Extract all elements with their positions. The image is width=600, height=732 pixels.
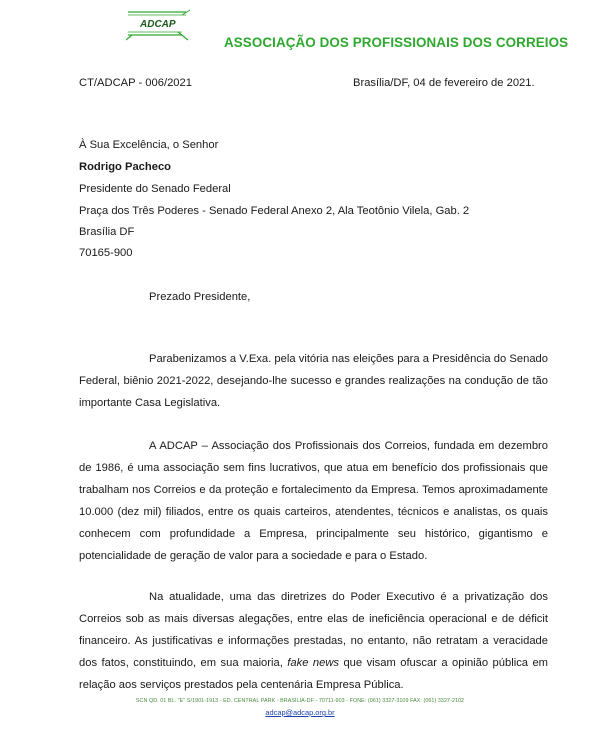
adcap-logo-mark-icon [126, 8, 190, 42]
footer-address: SCN QD. 01 BL. "E" S/1901-1913 - ED. CENTRAL PARK - BRASÍLIA-DF - 70711-903 - FONE: (061) 3327-3109 FAX: (061) 3327-2102 [135, 698, 465, 704]
logo-text: ADCAP [140, 19, 176, 30]
recipient-city: Brasília DF [79, 226, 135, 238]
recipient-address: Praça dos Três Poderes - Senado Federal Anexo 2, Ala Teotônio Vilela, Gab. 2 [79, 205, 470, 217]
footer-email-link[interactable]: adcap@adcap.org.br [265, 708, 335, 717]
greeting: Prezado Presidente, [149, 291, 251, 303]
fake-news-term: fake news [287, 657, 339, 669]
paragraph-privatization [79, 586, 548, 696]
letter-place-date: Brasília/DF, 04 de fevereiro de 2021. [353, 77, 535, 89]
recipient-title: Presidente do Senado Federal [79, 183, 231, 195]
paragraph-about-adcap [79, 435, 548, 567]
paragraph-privatization-text: Na atualidade, uma das diretrizes do Poder Executivo é a privatização dos Correios sob as mais diversas alegações, entre elas de ineficiência operacional e de déficit financeiro. As justificativas e informações prestadas, no entanto, não retratam a veracidade dos fatos, constituindo, em sua maioria, [79, 591, 548, 669]
paragraph-congratulations-text: Parabenizamos a V.Exa. pela vitória nas eleições para a Presidência do Senado Federal, biênio 2021-2022, desejando-lhe sucesso e grandes realizações na condução de tão importante Casa Legislativa. [79, 353, 548, 409]
paragraph-privatization-text-end: que visam ofuscar a opinião pública em relação aos serviços prestados pela centenária Empresa Pública. [79, 657, 549, 691]
adcap-logo [126, 8, 190, 42]
recipient-name: Rodrigo Pacheco [79, 161, 172, 173]
letter-reference: CT/ADCAP - 006/2021 [79, 77, 192, 89]
organization-title: ASSOCIAÇÃO DOS PROFISSIONAIS DOS CORREIOS [224, 35, 569, 50]
paragraph-about-adcap-text: A ADCAP – Associação dos Profissionais dos Correios, fundada em dezembro de 1986, é uma associação sem fins lucrativos, que atua em benefício dos profissionais que trabalham nos Correios e da proteção e fortalecimento da Empresa. Temos aproximadamente 10.000 (dez mil) filiados, entre os quais carteiros, atendentes, técnicos e analistas, os quais conhecem com profundidade a Empresa, principalmente seu histórico, gigantismo e potencialidade de geração de valor para a sociedade e para o Estado. [79, 440, 548, 562]
recipient-salutation: À Sua Excelência, o Senhor [79, 139, 219, 151]
paragraph-congratulations [79, 348, 548, 414]
recipient-zip: 70165-900 [79, 247, 133, 259]
